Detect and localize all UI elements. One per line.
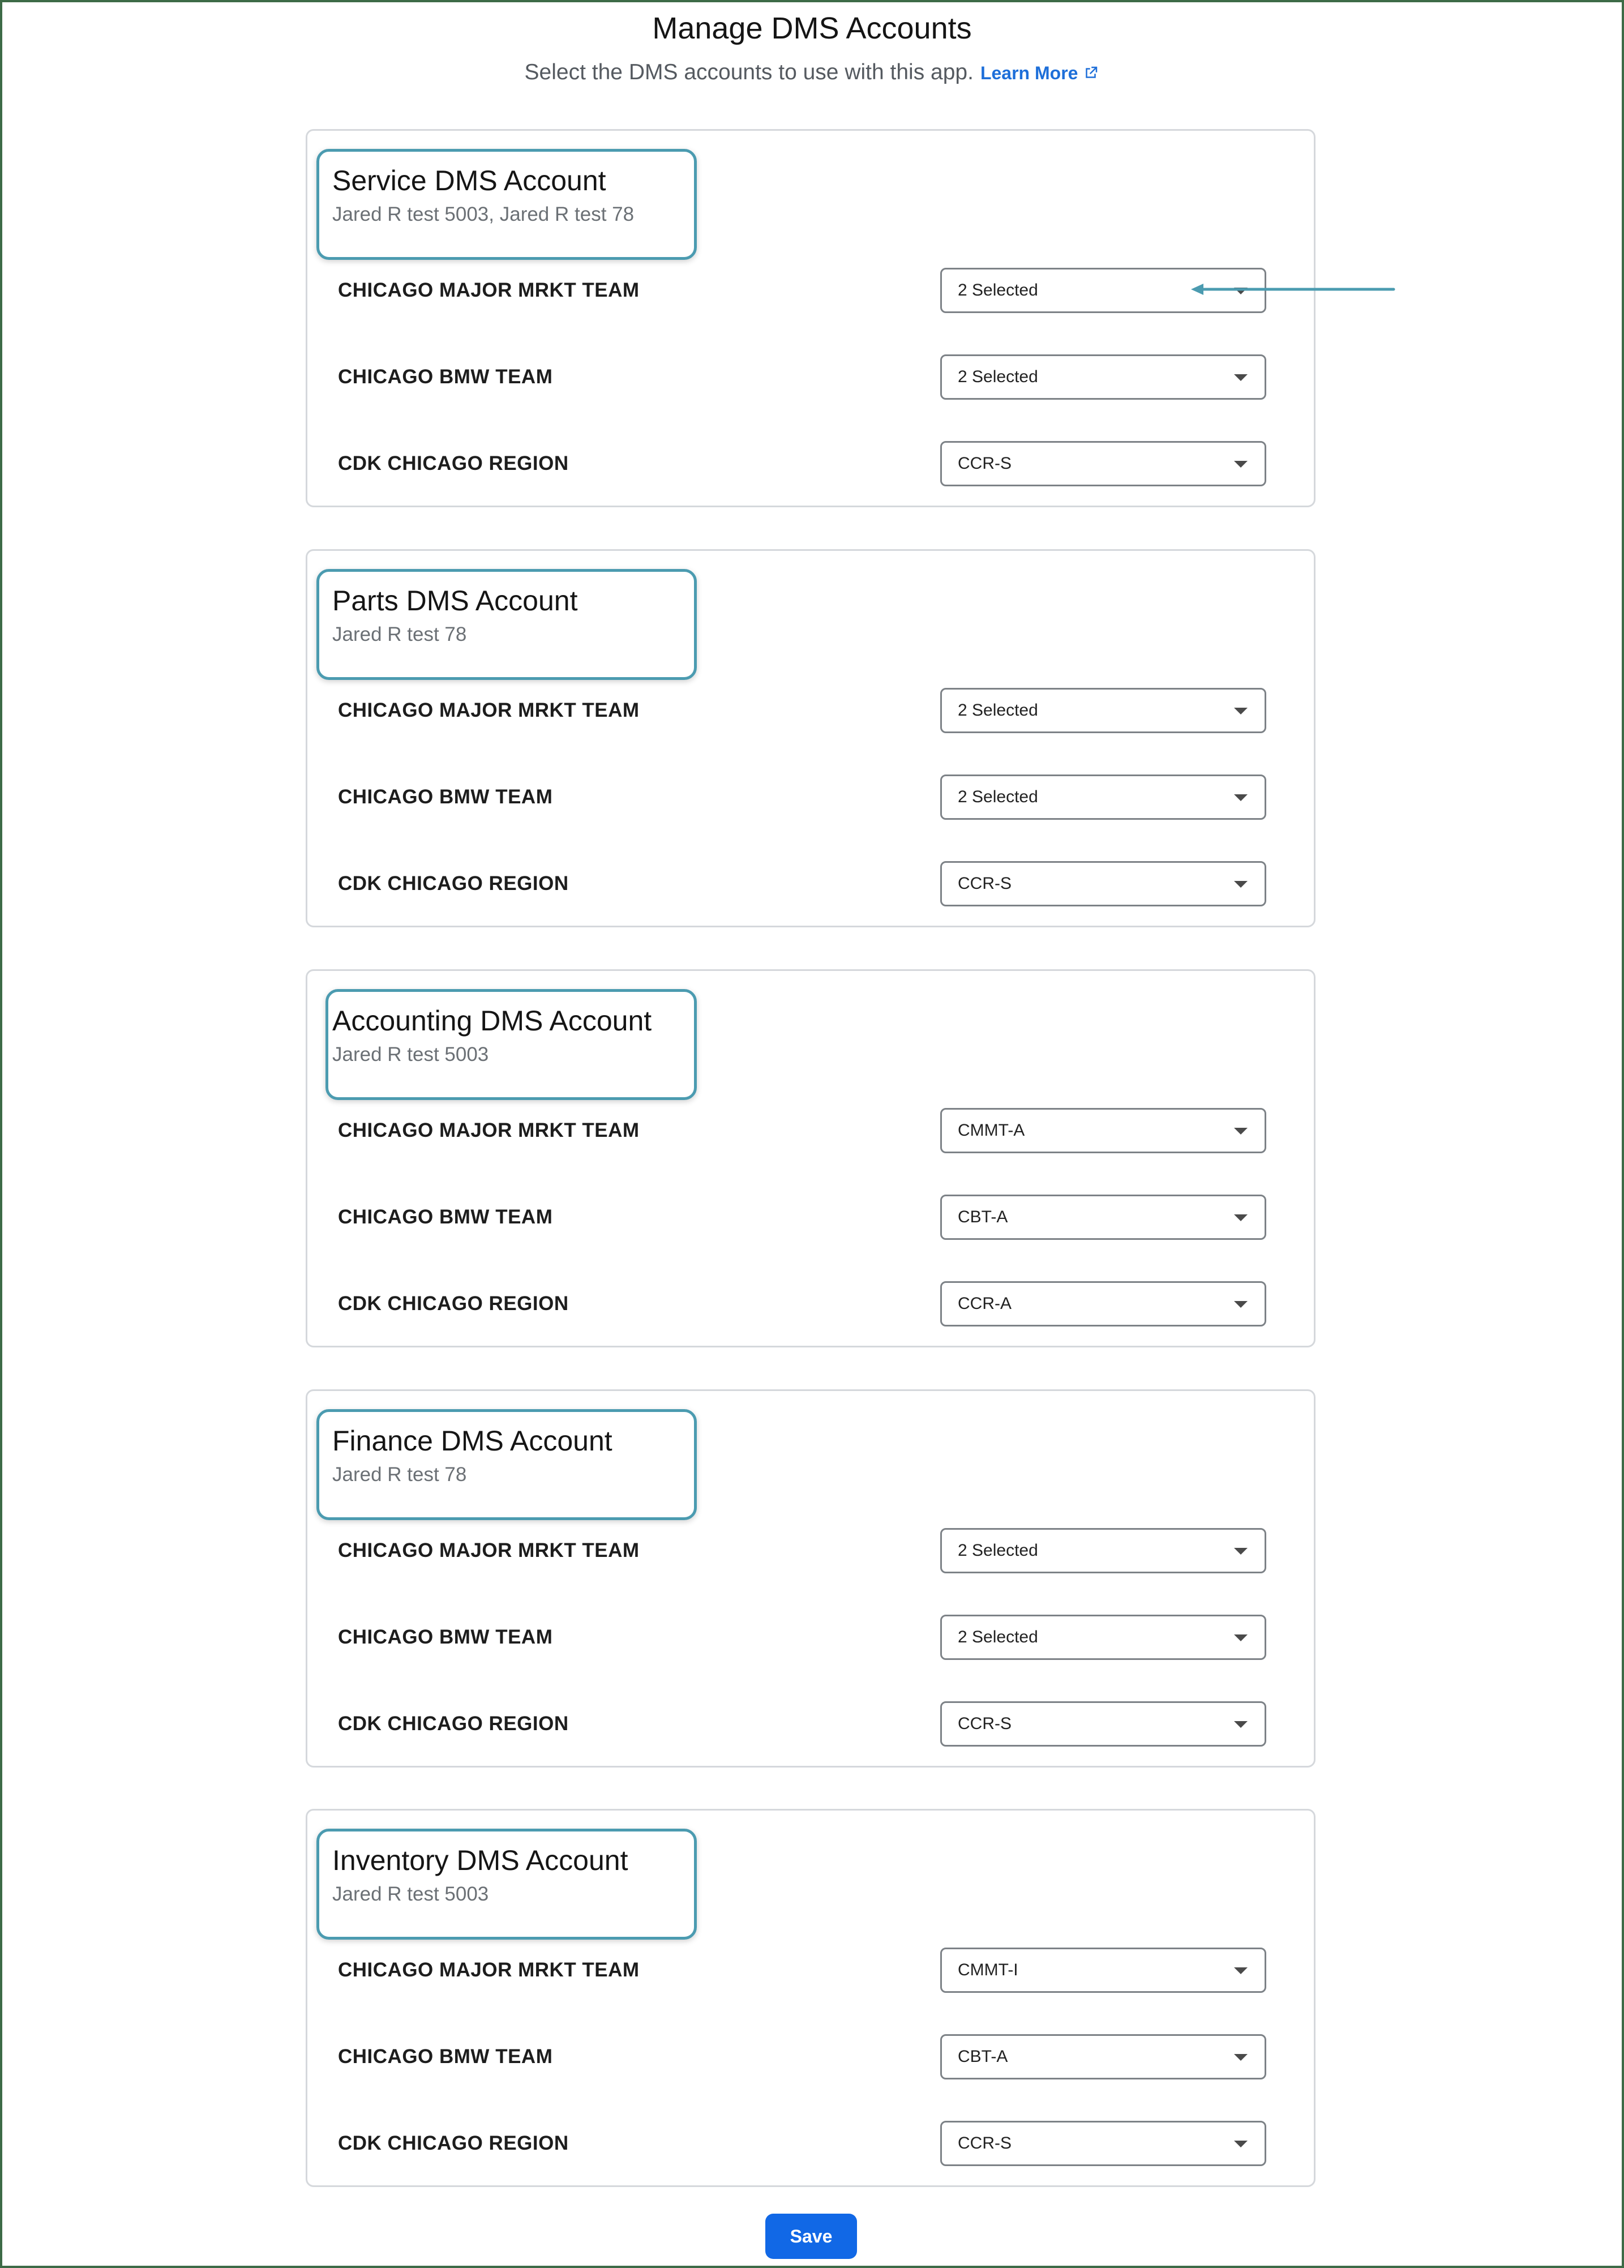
row-label: CDK CHICAGO REGION	[338, 452, 569, 474]
callout-arrow-icon	[1189, 276, 1404, 305]
select-value: 2 Selected	[958, 281, 1038, 299]
select-value: CCR-A	[958, 1294, 1012, 1313]
inventory-dms-account-card	[306, 1809, 1316, 2187]
page-subtitle	[0, 57, 1624, 89]
card-header	[332, 162, 634, 228]
row-label: CDK CHICAGO REGION	[338, 1293, 569, 1315]
card-header	[332, 1003, 652, 1068]
select-value: 2 Selected	[958, 701, 1038, 720]
caret-down-icon	[1234, 1721, 1248, 1728]
dms-account-select[interactable]	[940, 861, 1266, 906]
card-header	[332, 583, 578, 648]
select-value: CMMT-I	[958, 1961, 1018, 1979]
dms-account-select[interactable]	[940, 1528, 1266, 1573]
row-label: CHICAGO MAJOR MRKT TEAM	[338, 1119, 640, 1141]
dms-row	[338, 688, 1289, 733]
row-label: CHICAGO BMW TEAM	[338, 2046, 553, 2068]
row-label: CHICAGO MAJOR MRKT TEAM	[338, 699, 640, 721]
dms-account-select[interactable]	[940, 1615, 1266, 1660]
select-value: 2 Selected	[958, 1628, 1038, 1646]
dms-row	[338, 1281, 1289, 1326]
dms-row	[338, 1528, 1289, 1573]
learn-more-link[interactable]	[980, 63, 1099, 83]
dms-row	[338, 1701, 1289, 1747]
select-value: CCR-S	[958, 454, 1012, 473]
dms-account-select[interactable]	[940, 1948, 1266, 1993]
dms-account-select[interactable]	[940, 1281, 1266, 1326]
finance-dms-account-card	[306, 1389, 1316, 1768]
page-subtitle-text: Select the DMS accounts to use with this app.	[524, 60, 974, 84]
dms-row	[338, 861, 1289, 906]
select-value: CMMT-A	[958, 1121, 1025, 1140]
caret-down-icon	[1234, 374, 1248, 381]
caret-down-icon	[1234, 881, 1248, 888]
page-title: Manage DMS Accounts	[652, 11, 972, 45]
dms-row	[338, 2034, 1289, 2079]
card-title: Finance DMS Account	[332, 1425, 612, 1457]
card-subtitle: Jared R test 78	[332, 623, 467, 645]
row-label: CHICAGO MAJOR MRKT TEAM	[338, 1539, 640, 1561]
dms-row	[338, 354, 1289, 400]
row-label: CHICAGO BMW TEAM	[338, 1626, 553, 1648]
select-value: 2 Selected	[958, 1541, 1038, 1560]
select-value: CCR-S	[958, 2134, 1012, 2153]
dms-account-select[interactable]	[940, 1108, 1266, 1153]
caret-down-icon	[1234, 794, 1248, 801]
caret-down-icon	[1234, 2141, 1248, 2147]
caret-down-icon	[1234, 1634, 1248, 1641]
dms-row	[338, 774, 1289, 820]
card-title: Accounting DMS Account	[332, 1005, 652, 1037]
caret-down-icon	[1234, 1301, 1248, 1308]
dms-account-select[interactable]	[940, 774, 1266, 820]
dms-row	[338, 1108, 1289, 1153]
row-label: CHICAGO BMW TEAM	[338, 1206, 553, 1228]
dms-account-select[interactable]	[940, 354, 1266, 400]
caret-down-icon	[1234, 1128, 1248, 1135]
select-value: CCR-S	[958, 874, 1012, 893]
row-label: CHICAGO BMW TEAM	[338, 786, 553, 808]
card-title: Parts DMS Account	[332, 585, 578, 617]
caret-down-icon	[1234, 708, 1248, 714]
learn-more-label: Learn More	[980, 63, 1078, 83]
dms-row	[338, 1615, 1289, 1660]
dms-row	[338, 1948, 1289, 1993]
external-link-icon	[1082, 65, 1099, 82]
caret-down-icon	[1234, 1214, 1248, 1221]
row-label: CDK CHICAGO REGION	[338, 1713, 569, 1735]
card-subtitle: Jared R test 5003, Jared R test 78	[332, 203, 635, 225]
select-value: 2 Selected	[958, 788, 1038, 806]
parts-dms-account-card	[306, 549, 1316, 927]
select-value: CBT-A	[958, 2047, 1008, 2066]
dms-account-select[interactable]	[940, 1701, 1266, 1747]
row-label: CHICAGO MAJOR MRKT TEAM	[338, 279, 640, 301]
save-button[interactable]: Save	[765, 2214, 857, 2259]
accounting-dms-account-card	[306, 969, 1316, 1347]
dms-account-select[interactable]	[940, 2034, 1266, 2079]
select-value: 2 Selected	[958, 367, 1038, 386]
dms-row	[338, 268, 1289, 313]
caret-down-icon	[1234, 2054, 1248, 2061]
dms-account-select[interactable]	[940, 1195, 1266, 1240]
dms-row	[338, 2121, 1289, 2166]
row-label: CDK CHICAGO REGION	[338, 2132, 569, 2154]
dms-account-select[interactable]	[940, 441, 1266, 486]
card-title: Inventory DMS Account	[332, 1845, 628, 1876]
caret-down-icon	[1234, 1548, 1248, 1555]
caret-down-icon	[1234, 1967, 1248, 1974]
row-label: CHICAGO BMW TEAM	[338, 366, 553, 388]
service-dms-account-card	[306, 129, 1316, 507]
card-subtitle: Jared R test 5003	[332, 1883, 489, 1905]
caret-down-icon	[1234, 461, 1248, 468]
card-subtitle: Jared R test 5003	[332, 1043, 489, 1065]
card-header	[332, 1423, 612, 1488]
dms-row	[338, 1195, 1289, 1240]
card-header	[332, 1842, 628, 1908]
row-label: CHICAGO MAJOR MRKT TEAM	[338, 1959, 640, 1981]
card-subtitle: Jared R test 78	[332, 1463, 467, 1486]
select-value: CBT-A	[958, 1208, 1008, 1226]
dms-account-select[interactable]	[940, 688, 1266, 733]
row-label: CDK CHICAGO REGION	[338, 872, 569, 895]
dms-account-select[interactable]	[940, 2121, 1266, 2166]
select-value: CCR-S	[958, 1714, 1012, 1733]
card-title: Service DMS Account	[332, 165, 606, 196]
dms-row	[338, 441, 1289, 486]
